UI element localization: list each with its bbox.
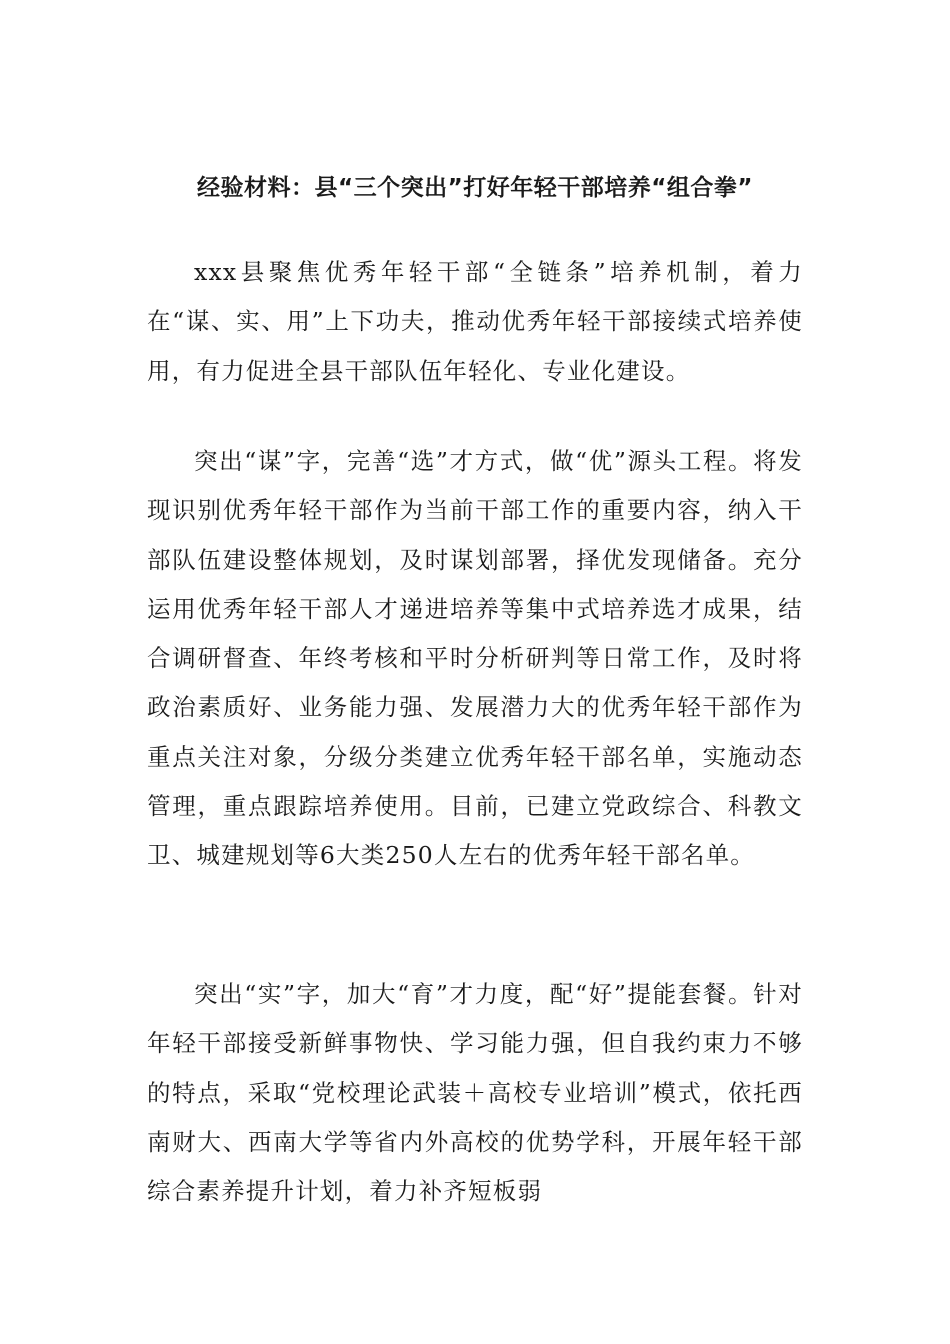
- paragraph-intro: xxx县聚焦优秀年轻干部“全链条”培养机制，着力在“谋、实、用”上下功夫，推动优秀年轻干部接续式培养使用，有力促进全县干部队伍年轻化、专业化建设。: [147, 258, 803, 385]
- paragraph-section-shi: 突出“实”字，加大“育”才力度，配“好”提能套餐。针对年轻干部接受新鲜事物快、学习能力强，但自我约束力不够的特点，采取“党校理论武装＋高校专业培训”模式，依托西南财大、西南大学等省内外高校的优势学科，开展年轻干部综合素养提升计划，着力补齐短板弱: [147, 980, 803, 1206]
- paragraph-section-mou: 突出“谋”字，完善“选”才方式，做“优”源头工程。将发现识别优秀年轻干部作为当前干部工作的重要内容，纳入干部队伍建设整体规划，及时谋划部署，择优发现储备。充分运用优秀年轻干部人才递进培养等集中式培养选才成果，结合调研督查、年终考核和平时分析研判等日常工作，及时将政治素质好、业务能力强、发展潜力大的优秀年轻干部作为重点关注对象，分级分类建立优秀年轻干部名单，实施动态管理，重点跟踪培养使用。目前，已建立党政综合、科教文卫、城建规划等6大类250人左右的优秀年轻干部名单。: [147, 447, 803, 870]
- document-title: 经验材料：县“三个突出”打好年轻干部培养“组合拳”: [197, 175, 753, 201]
